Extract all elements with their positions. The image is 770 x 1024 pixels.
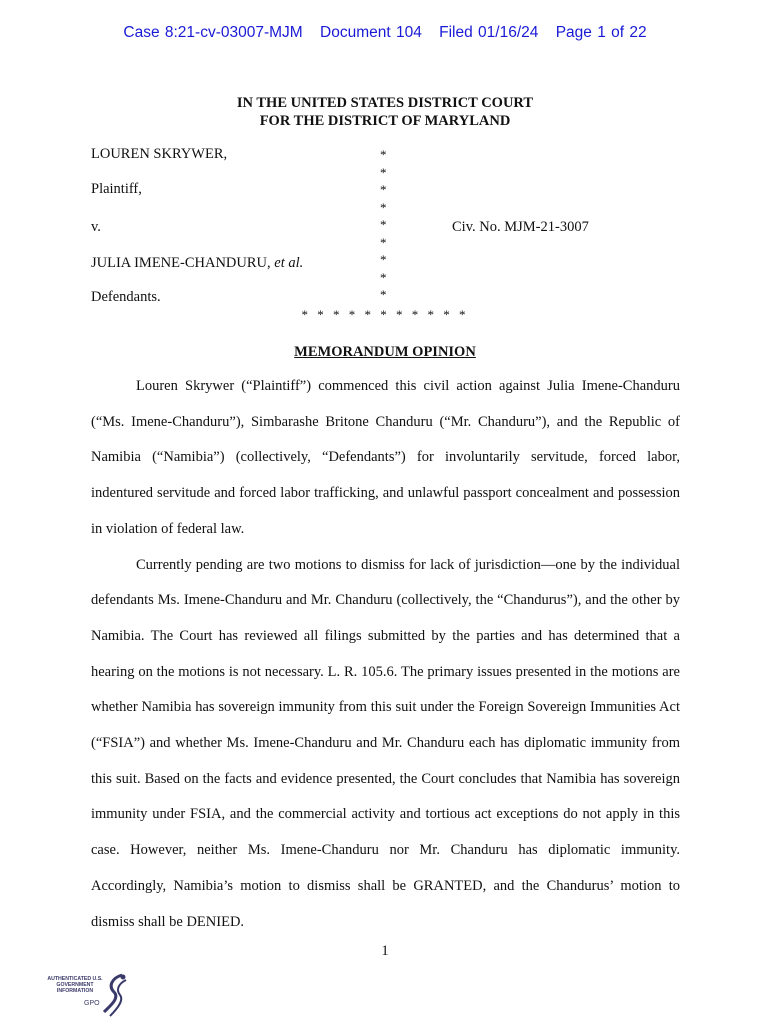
case-number: Case 8:21-cv-03007-MJM <box>123 24 303 41</box>
defendant-role: Defendants. <box>91 289 161 305</box>
defendant-etal: et al. <box>274 255 304 271</box>
star: * <box>380 164 387 180</box>
gpo-authentication-logo <box>44 972 134 1020</box>
page-number: 1 <box>381 943 389 959</box>
document-number: Document 104 <box>320 24 422 41</box>
star: * <box>380 252 387 267</box>
star: * <box>380 217 387 232</box>
civil-number: Civ. No. MJM-21-3007 <box>452 219 589 235</box>
page-indicator: Page 1 of 22 <box>555 24 647 41</box>
plaintiff-role: Plaintiff, <box>91 181 142 197</box>
court-heading <box>0 94 770 130</box>
star: * <box>380 182 387 197</box>
court-line-2: FOR THE DISTRICT OF MARYLAND <box>259 113 511 129</box>
star: * <box>380 147 387 162</box>
plaintiff-name: LOUREN SKRYWER, <box>91 146 228 162</box>
caption-star-column <box>380 146 387 304</box>
paragraph: Louren Skrywer (“Plaintiff”) commenced this civil action against Julia Imene-Chanduru (“Ms. Imene-Chanduru”), Simbarashe Britone Chanduru (“Mr. Chanduru”), and the Republic of Namibia (“Namibia”) (collectively, “Defendants”) for involuntarily servitude, forced labor, indentured servitude and forced labor trafficking, and unlawful passport concealment and possession in violation of federal law. <box>91 378 680 537</box>
opinion-body <box>91 369 680 940</box>
paragraph: Currently pending are two motions to dismiss for lack of jurisdiction—one by the individual defendants Ms. Imene-Chanduru and Mr. Chanduru (collectively, the “Chandurus”), and the other by Namibia. The Court has reviewed all filings submitted by the parties and has determined that a hearing on the motions is not necessary. L. R. 105.6. The primary issues presented in the motions are whether Namibia has sovereign immunity from this suit under the Foreign Sovereign Immunities Act (“FSIA”) and whether Ms. Imene-Chanduru and Mr. Chanduru each has diplomatic immunity from this suit. Based on the facts and evidence presented, the Court concludes that Namibia has sovereign immunity under FSIA, and the commercial activity and tortious act exceptions do not apply in this case. However, neither Ms. Imene-Chanduru nor Mr. Chanduru has diplomatic immunity. Accordingly, Namibia’s motion to dismiss shall be GRANTED, and the Chandurus’ motion to dismiss shall be DENIED. <box>91 556 680 930</box>
filed-date: Filed 01/16/24 <box>439 24 539 41</box>
gpo-logo-text: AUTHENTICATED U.S. GOVERNMENT INFORMATION <box>47 976 103 994</box>
gpo-logo-abbr: GPO <box>84 1000 100 1007</box>
caption-star-line: * * * * * * * * * * * <box>301 307 469 322</box>
star: * <box>380 269 387 285</box>
eagle-seal-icon <box>100 972 130 1018</box>
versus: v. <box>91 219 101 235</box>
defendant-name: JULIA IMENE-CHANDURU, <box>91 255 271 271</box>
star: * <box>380 287 387 302</box>
ecf-header <box>0 24 770 42</box>
star: * <box>380 234 387 250</box>
court-line-1: IN THE UNITED STATES DISTRICT COURT <box>236 95 534 111</box>
memorandum-title: MEMORANDUM OPINION <box>294 344 476 360</box>
defendant-line <box>91 255 303 272</box>
star: * <box>380 199 387 215</box>
